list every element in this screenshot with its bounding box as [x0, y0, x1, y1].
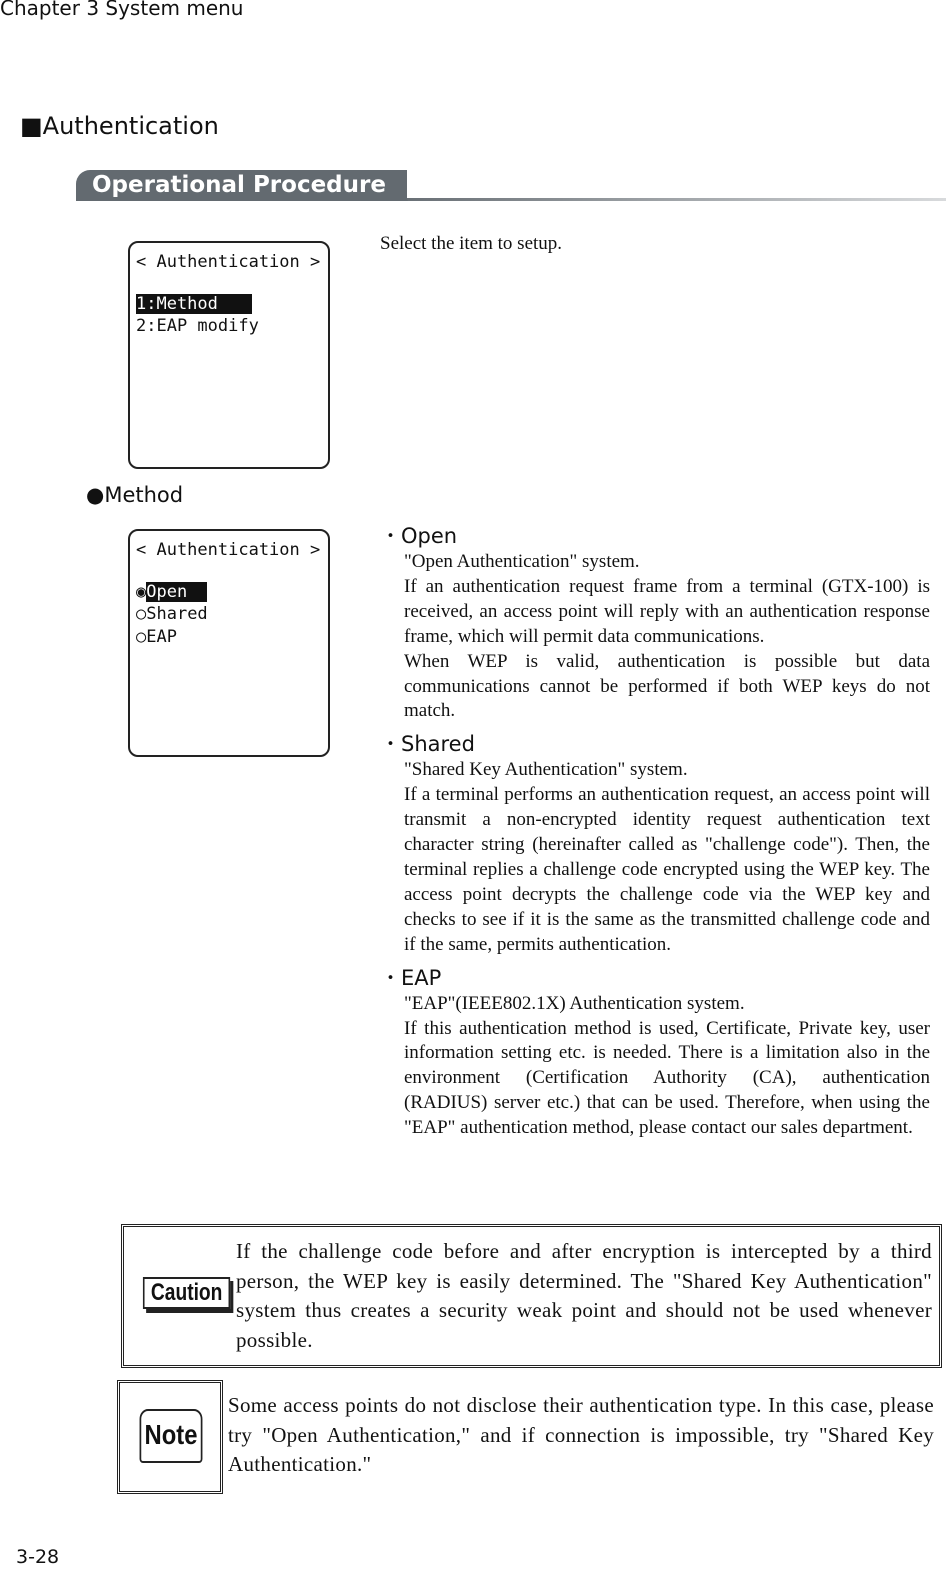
method-shared-text: "Shared Key Authentication" system.	[404, 759, 688, 781]
operational-procedure-banner	[76, 170, 946, 202]
method-descriptions	[380, 520, 930, 1141]
menu-item-eap-modify[interactable]: 2:EAP modify	[136, 316, 259, 336]
radio-selected-icon: ◉	[136, 582, 147, 602]
method-eap-text: "EAP"(IEEE802.1X) Authentication system.	[404, 992, 745, 1014]
method-shared-detail: If a terminal performs an authentication request, an access point will transmit a non-encrypted identity request authentication text character string (hereinafter called as "challenge code"). Then, the terminal replies a challenge code encrypted using the WEP key. The access point decrypts the challenge code via the WEP key and checks to see if it is the same as the transmitted challenge code and if the same, permits authentication.	[404, 784, 930, 955]
radio-icon: ○	[136, 604, 147, 624]
method-open-detail: If an authentication request frame from a terminal (GTX-100) is received, an access point will reply with an authentication response frame, which will permit data communications.	[404, 575, 930, 647]
option-label: Shared	[146, 604, 208, 624]
radio-icon: ○	[136, 627, 147, 647]
method-eap-detail: If this authentication method is used, Certificate, Private key, user information setting etc. is needed. There is a limitation also in the environment (Certification Authority (CA), authentication (RADIUS) server etc.) that can be used. Therefore, when using the "EAP" authentication method, please contact our sales department.	[404, 1017, 930, 1139]
method-name-eap: ・EAP	[380, 965, 442, 990]
option-label: EAP	[146, 627, 177, 647]
chapter-header: Chapter 3 System menu	[0, 0, 244, 20]
screen-title: < Authentication >	[136, 252, 321, 272]
method-title: ●Method	[86, 483, 184, 507]
option-label: Open	[146, 582, 207, 602]
intro-text: Select the item to setup.	[380, 233, 563, 254]
method-name-open: ・Open	[380, 524, 458, 548]
method-name-shared: ・Shared	[380, 732, 475, 757]
banner-label: Operational Procedure	[76, 170, 407, 201]
page-number: 3-28	[16, 1546, 60, 1568]
method-open-detail2: When WEP is valid, authentication is possible but data communications cannot be performed if both WEP keys do not match.	[404, 650, 930, 722]
screen-authentication-menu	[128, 241, 330, 469]
note-icon-box	[117, 1380, 223, 1494]
note-text: Some access points do not disclose their authentication type. In this case, please try "Open Authentication," and if connection is impossible, try "Shared Key Authentication."	[228, 1393, 934, 1476]
screen-authentication-method	[128, 529, 330, 757]
menu-item-method[interactable]: 1:Method	[136, 294, 252, 314]
option-shared[interactable]	[136, 603, 208, 625]
caution-box	[121, 1224, 942, 1368]
option-open[interactable]	[136, 581, 207, 603]
method-open-text: "Open Authentication" system.	[404, 551, 640, 572]
option-eap[interactable]	[136, 626, 177, 648]
section-title: ■Authentication	[20, 112, 219, 140]
caution-icon: Caution	[143, 1277, 230, 1309]
screen-title: < Authentication >	[136, 540, 321, 560]
note-icon: Note	[140, 1409, 203, 1463]
caution-text: If the challenge code before and after encryption is intercepted by a third person, the WEP key is easily determined. The "Shared Key Authentication" system thus creates a security weak point and should not be used whenever possible.	[236, 1239, 932, 1352]
